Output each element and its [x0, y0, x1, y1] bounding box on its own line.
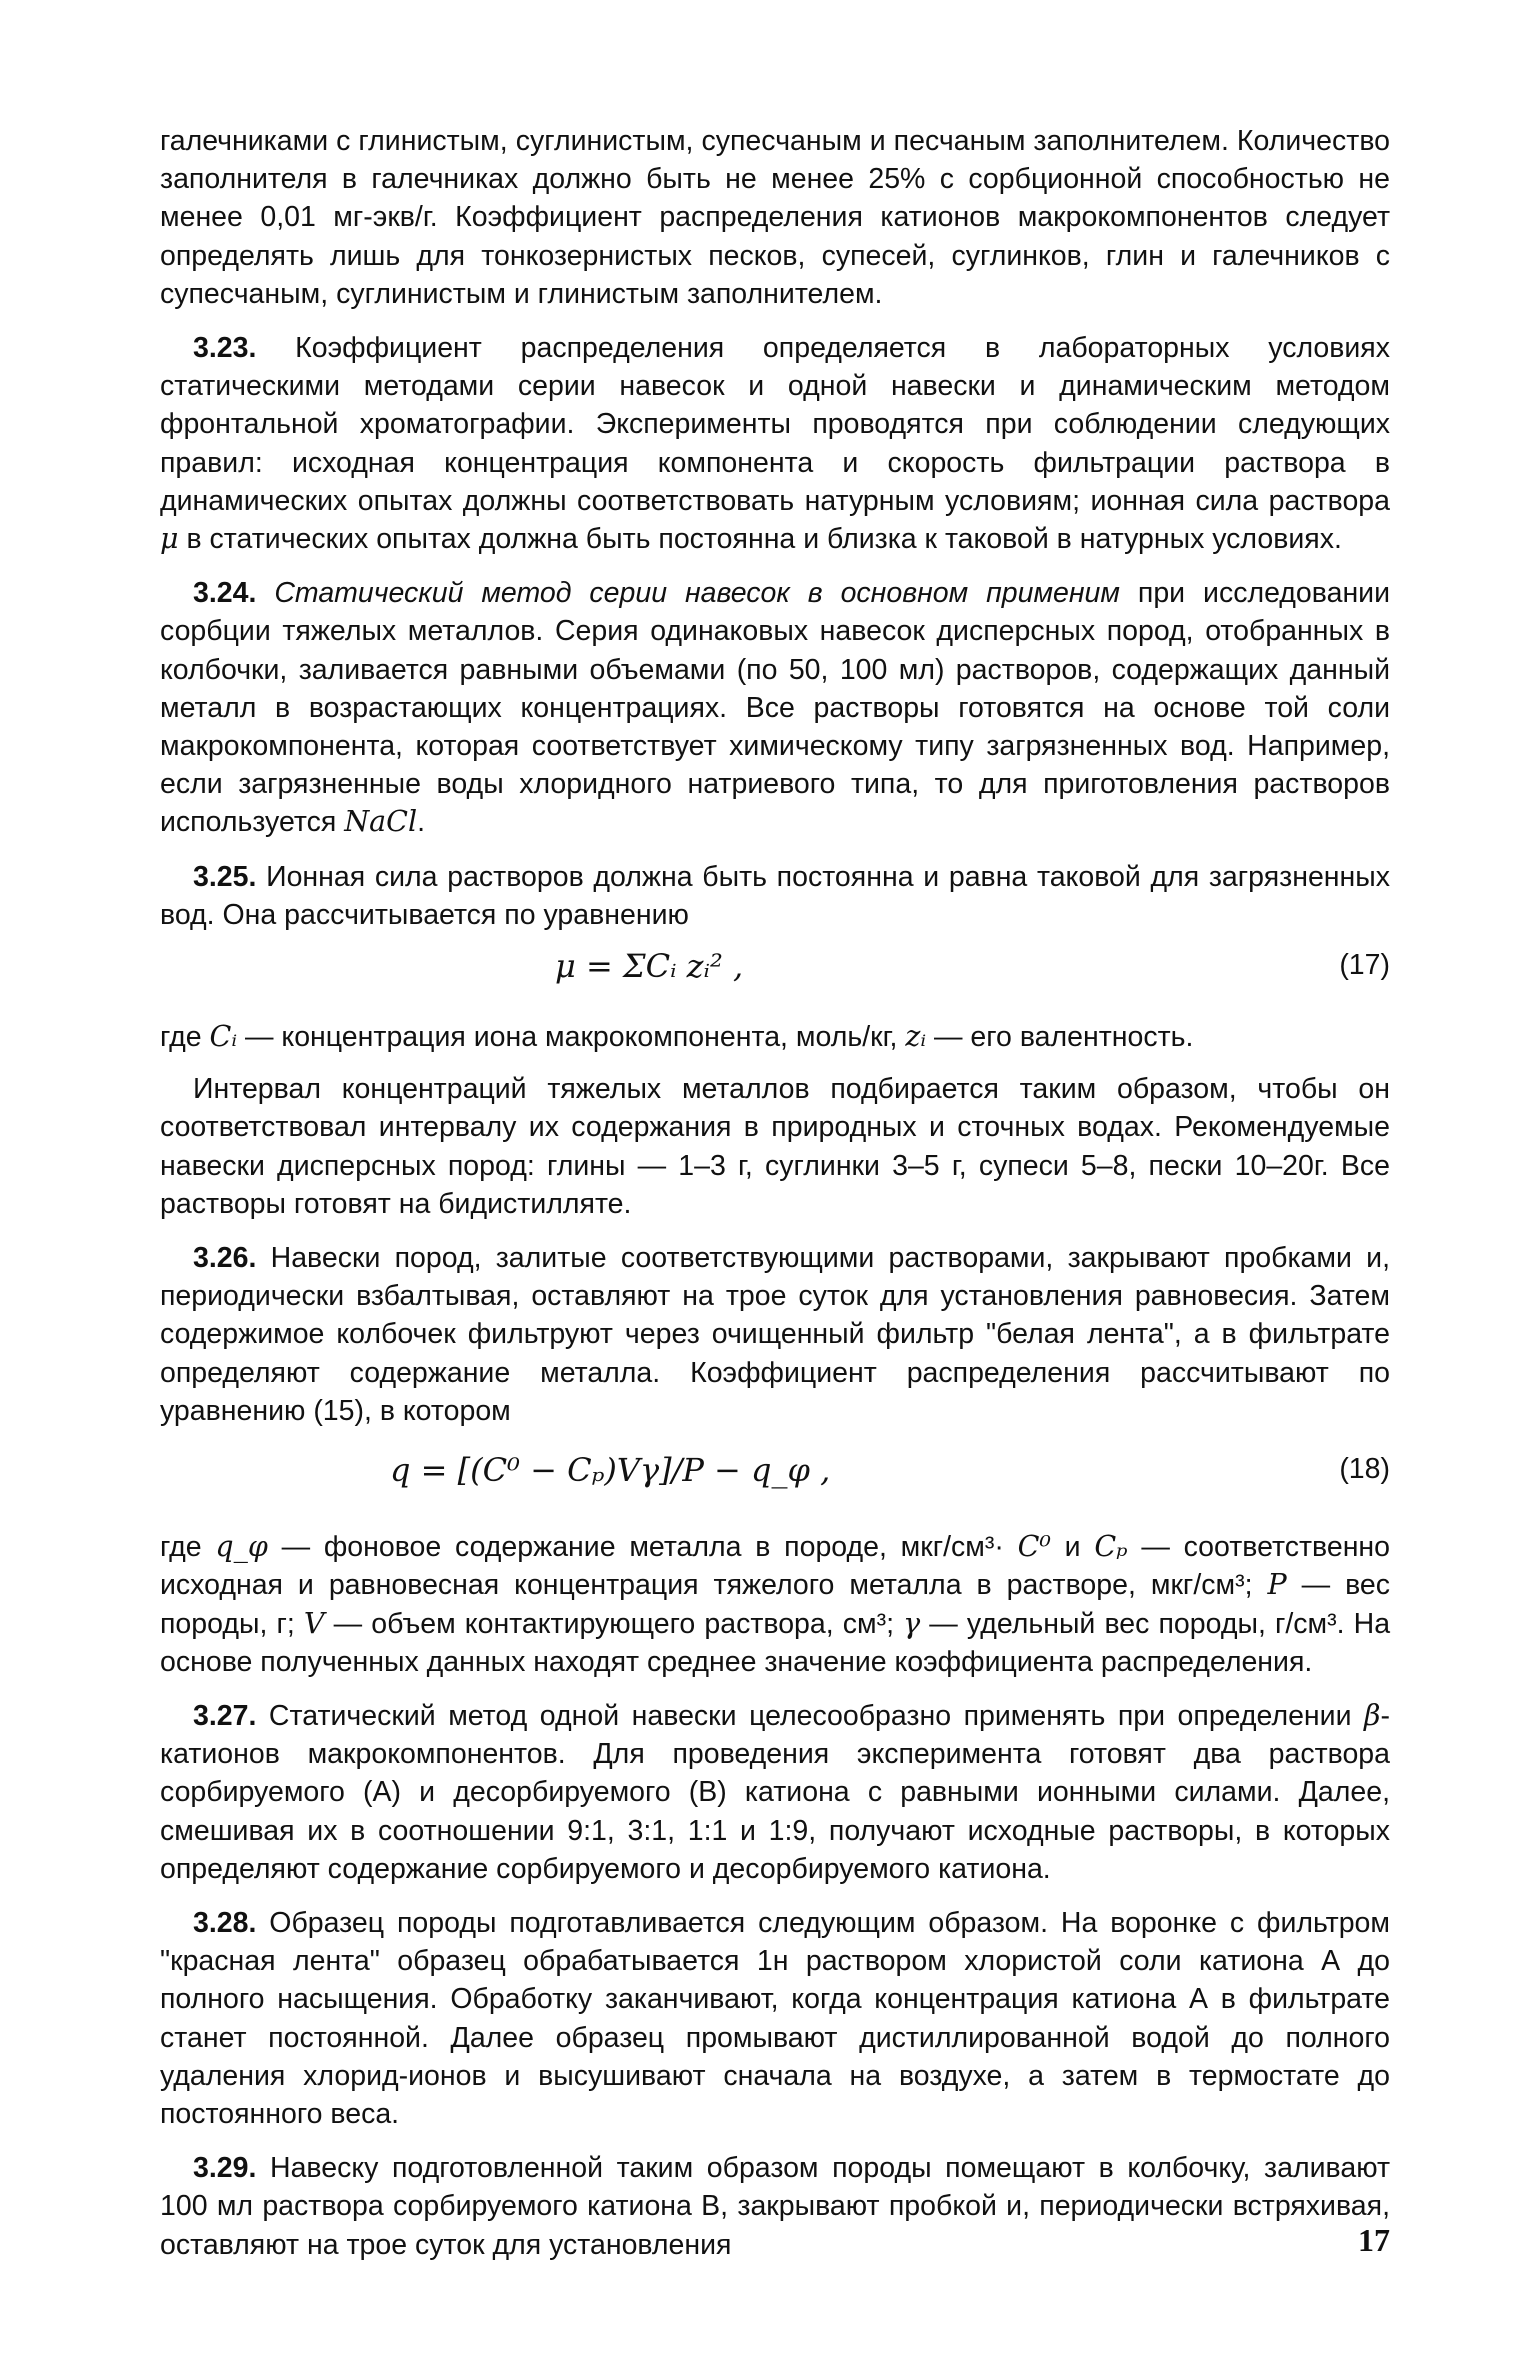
where-clause-17: где Cᵢ — концентрация иона макрокомпонента, моль/кг, zᵢ — его валентность.	[160, 1020, 1194, 1054]
section-3-29: 3.29. Навеску подготовленной таким образом породы помещают в колбочку, заливают 100 мл раствора сорбируемого катиона В, закрывают пробкой и, периодически встряхивая, оставляют на трое суток для установления	[160, 2152, 1390, 2261]
equation-number: (17)	[1339, 949, 1390, 982]
symbol-gamma: γ	[903, 1606, 921, 1640]
symbol-beta: β	[1364, 1698, 1381, 1732]
section-number: 3.23.	[193, 332, 257, 365]
paragraph-interval: Интервал концентраций тяжелых металлов подбирается таким образом, чтобы он соответствовал интервалу их содержания в природных и сточных водах. Рекомендуемые навески дисперсных пород: глины — 1–3 г, суглинки 3–5 г, супеси 5–8, пески 10–20г. Все растворы готовят на бидистилляте.	[160, 1073, 1390, 1220]
section-3-24: 3.24. Статический метод серии навесок в основном применим при исследовании сорбции тяжелых металлов. Серия одинаковых навесок дисперсных пород, отобранных в колбочки, заливается равными объемами (по 50, 100 мл) растворов, содержащих данный металл в возрастающих концентрациях. Все растворы готовятся на основе той соли макрокомпонента, которая соответствует химическому типу загрязненных вод. Например, если загрязненные воды хлоридного натриевого типа, то для приготовления растворов используется NaCl.	[160, 577, 1391, 839]
formula-expression: q = [(C⁰ − Cₚ)Vγ]/P − q_φ ,	[390, 1451, 831, 1490]
salt-formula: NaCl	[344, 805, 418, 839]
method-name: Статический метод серии навесок в основном применим	[274, 577, 1120, 610]
section-number: 3.28.	[193, 1906, 257, 1939]
section-3-27: 3.27. Статический метод одной навески целесообразно применять при определении β-катионов макрокомпонентов. Для проведения эксперимента готовят два раствора сорбируемого (А) и десорбируемого (В) катиона с равными ионными силами. Далее, смешивая их в соотношении 9:1, 3:1, 1:1 и 1:9, получают исходные растворы, в которых определяют содержание сорбируемого и десорбируемого катиона.	[160, 1698, 1390, 1885]
equation-number: (18)	[1339, 1453, 1390, 1486]
section-number: 3.27.	[193, 1699, 257, 1732]
section-3-23: 3.23. Коэффициент распределения определяется в лабораторных условиях статическими методами серии навесок и одной навески и динамическим методом фронтальной хроматографии. Эксперименты проводятся при соблюдении следующих правил: исходная концентрация компонента и скорость фильтрации раствора в динамических опытах должны соответствовать натурным условиям; ионная сила раствора μ в статических опытах должна быть постоянна и близка к таковой в натурных условиях.	[160, 332, 1390, 556]
section-number: 3.25.	[193, 860, 257, 893]
formula-17	[160, 940, 1390, 1004]
paragraph-continued: галечниками с глинистым, суглинистым, супесчаным и песчаным заполнителем. Количество заполнителя в галечниках должно быть не менее 25% с сорбционной способностью не менее 0,01 мг-экв/г. Коэффициент распределения катионов макрокомпонентов следует определять лишь для тонкозернистых песков, супесей, суглинков, глин и галечников с супесчаным, суглинистым и глинистым заполнителем.	[160, 125, 1390, 310]
formula-18	[160, 1444, 1390, 1514]
section-number: 3.24.	[193, 577, 257, 610]
symbol-p: P	[1267, 1568, 1287, 1602]
symbol-ci: Cᵢ	[209, 1020, 238, 1054]
symbol-c0: C⁰	[1017, 1530, 1051, 1564]
section-3-26: 3.26. Навески пород, залитые соответствующими растворами, закрывают пробками и, периодически взбалтывая, оставляют на трое суток для установления равновесия. Затем содержимое колбочек фильтруют через очищенный фильтр "белая лента", а в фильтрате определяют содержание металла. Коэффициент распределения рассчитывают по уравнению (15), в котором	[160, 1242, 1390, 1427]
symbol-mu: μ	[160, 522, 179, 556]
formula-expression: μ = ΣCᵢ zᵢ² ,	[555, 947, 744, 986]
section-3-25: 3.25. Ионная сила растворов должна быть постоянна и равна таковой для загрязненных вод. Она рассчитывается по уравнению	[160, 860, 1391, 931]
section-number: 3.26.	[193, 1242, 257, 1275]
section-number: 3.29.	[193, 2152, 257, 2185]
where-clause-18: где q_φ — фоновое содержание металла в породе, мкг/см³· C⁰ и Cₚ — соответственно исходная и равновесная концентрация тяжелого металла в растворе, мкг/см³; P — вес породы, г; V — объем контактирующего раствора, см³; γ — удельный вес породы, г/см³. На основе полученных данных находят среднее значение коэффициента распределения.	[160, 1530, 1391, 1678]
page-number: 17	[1358, 2222, 1390, 2258]
symbol-v: V	[303, 1606, 325, 1640]
page-body	[160, 122, 1390, 2280]
section-3-28: 3.28. Образец породы подготавливается следующим образом. На воронке с фильтром "красная лента" образец обрабатывается 1н раствором хлористой соли катиона А до полного насыщения. Обработку заканчивают, когда концентрация катиона А в фильтрате станет постоянной. Далее образец промывают дистиллированной водой до полного удаления хлорид-ионов и высушивают сначала на воздухе, а затем в термостате до постоянного веса.	[160, 1906, 1391, 2130]
symbol-zi: zᵢ	[905, 1020, 927, 1054]
symbol-q-phi: q_φ	[215, 1530, 268, 1564]
symbol-cp: Cₚ	[1094, 1530, 1128, 1564]
